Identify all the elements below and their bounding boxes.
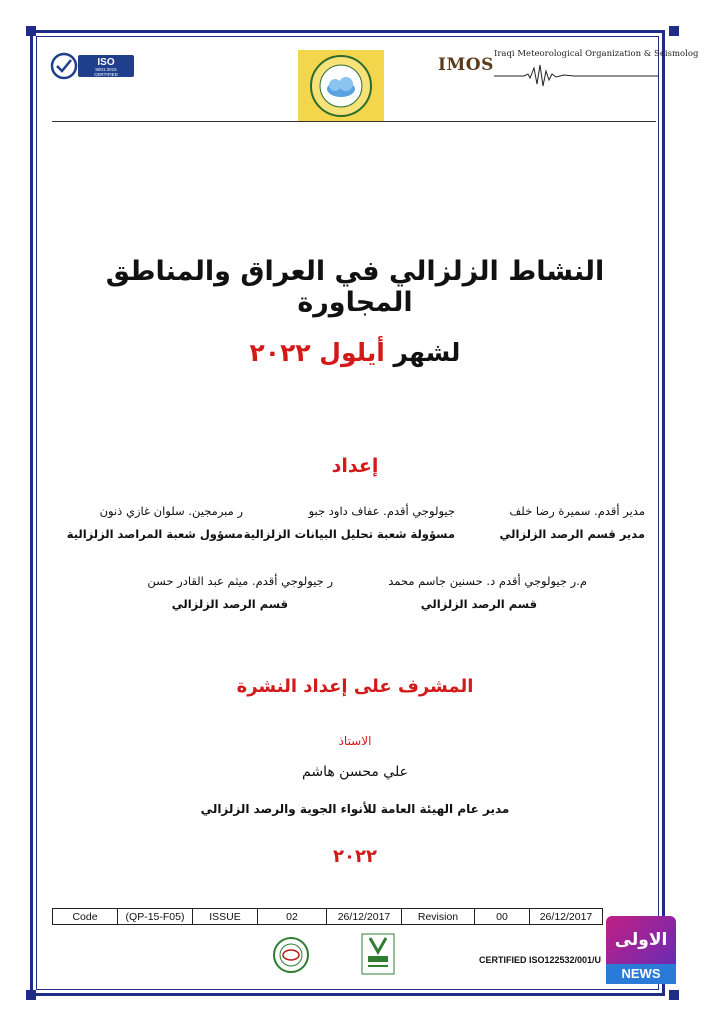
prepared-by-label: إعداد — [331, 455, 379, 477]
imos-logo: IMOS — [438, 55, 494, 75]
badge-title: الاولى — [606, 916, 676, 964]
certification-text: CERTIFIED ISO122532/001/U — [479, 955, 602, 965]
preparer-name: م.ر جيولوجي أقدم د. حسنين جاسم محمد — [388, 574, 587, 588]
svg-text:9001:2015: 9001:2015 — [95, 67, 117, 72]
preparer-2 — [244, 504, 455, 541]
svg-text:CERTIFIED: CERTIFIED — [94, 72, 118, 77]
ukas-logo — [360, 932, 396, 976]
month-prefix: لشهر — [393, 338, 461, 367]
registered-company-logo — [270, 936, 312, 974]
document-title: النشاط الزلزالي في العراق والمناطق المجاورة — [105, 256, 605, 318]
badge-news-label: NEWS — [606, 964, 676, 984]
corner-ornament — [26, 990, 36, 1000]
preparer-name: ر مبرمجين. سلوان غازي ذنون — [99, 504, 243, 518]
corner-ornament — [669, 26, 679, 36]
month-line — [60, 338, 650, 367]
table-cell: 00 — [475, 909, 530, 925]
header-divider — [52, 121, 656, 122]
preparer-role: مدير قسم الرصد الزلزالي — [499, 527, 645, 541]
table-cell: Code — [53, 909, 118, 925]
month-value: أيلول ٢٠٢٢ — [249, 338, 385, 367]
preparer-role: قسم الرصد الزلزالي — [171, 597, 288, 611]
professor-label: الاستاذ — [338, 734, 372, 748]
preparer-5 — [147, 574, 333, 611]
seismograph-icon — [494, 62, 659, 88]
table-cell: (QP-15-F05) — [118, 909, 193, 925]
supervisor-heading: المشرف على إعداد النشرة — [236, 676, 474, 697]
iso-label: ISO — [97, 57, 115, 68]
corner-ornament — [26, 26, 36, 36]
preparer-name: مدير أقدم. سميرة رضا خلف — [509, 504, 645, 518]
document-control-table — [52, 908, 603, 925]
preparer-name: جيولوجي أقدم. عفاف داود جبو — [308, 504, 455, 518]
table-cell: 02 — [258, 909, 327, 925]
table-row — [53, 909, 603, 925]
news-badge[interactable] — [606, 916, 676, 986]
table-cell: 26/12/2017 — [327, 909, 402, 925]
preparer-role: مسؤولة شعبة تحليل البيانات الزلزالية — [243, 527, 455, 541]
preparer-role: قسم الرصد الزلزالي — [420, 597, 537, 611]
preparer-3 — [67, 504, 243, 541]
table-cell: Revision — [402, 909, 475, 925]
preparer-4 — [388, 574, 587, 611]
corner-ornament — [669, 990, 679, 1000]
document-year: ٢٠٢٢ — [333, 846, 377, 867]
preparer-role: مسؤول شعبة المراصد الزلزالية — [66, 527, 243, 541]
iso-certified-logo — [50, 52, 136, 80]
organization-seal — [298, 50, 384, 122]
professor-name: علي محسن هاشم — [302, 764, 408, 780]
table-cell: ISSUE — [193, 909, 258, 925]
table-cell: 26/12/2017 — [530, 909, 603, 925]
professor-role: مدير عام الهيئة العامة للأنواء الجوية والرصد الزلزالي — [200, 802, 510, 816]
preparer-name: ر جيولوجي أقدم. ميثم عبد القادر حسن — [147, 574, 333, 588]
preparer-1 — [500, 504, 645, 541]
org-name: Iraqi Meteorological Organization & Seismolog — [494, 49, 699, 59]
